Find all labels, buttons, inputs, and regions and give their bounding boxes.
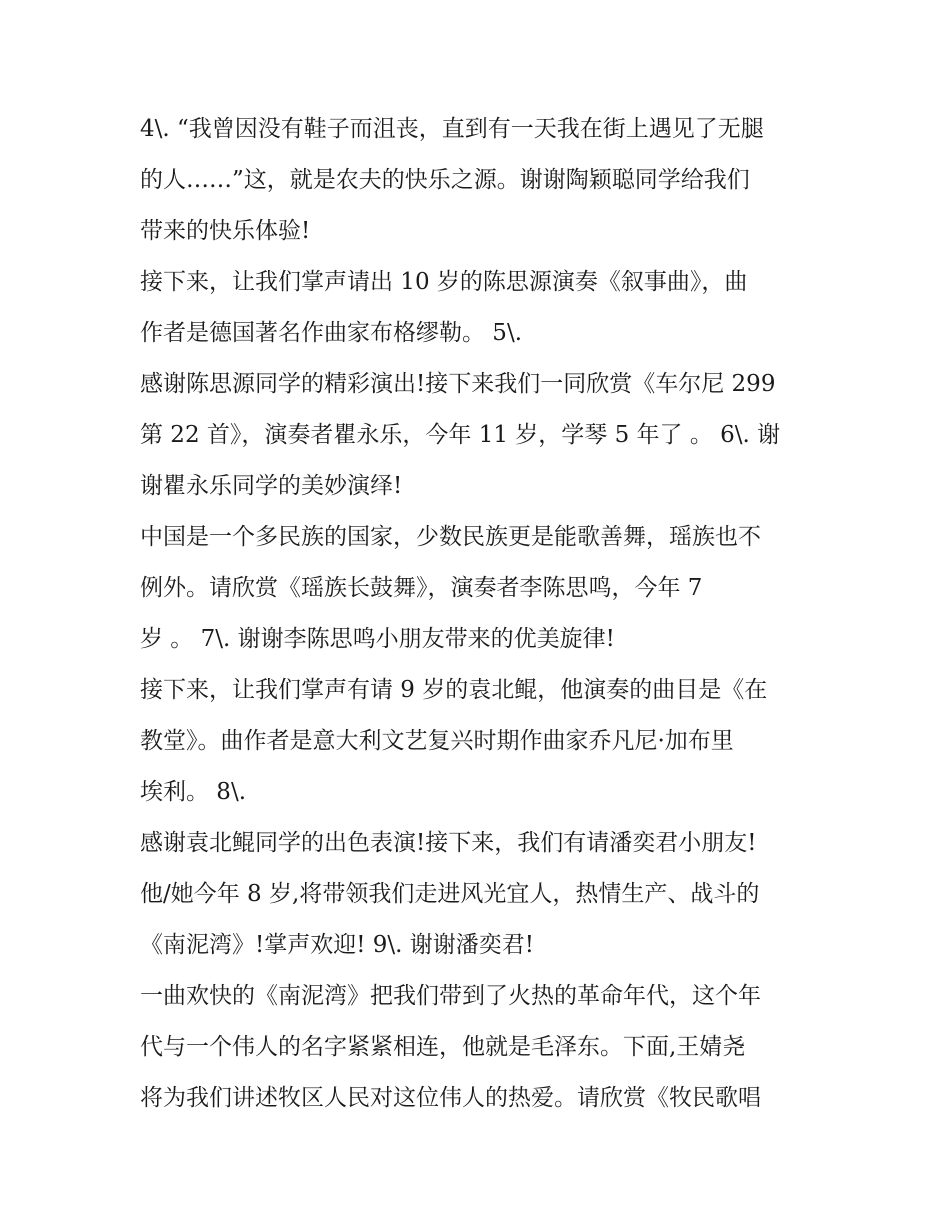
text-line: 带来的快乐体验!	[140, 218, 311, 244]
text-line: 《南泥湾》!掌声欢迎! 9\. 谢谢潘奕君!	[140, 932, 535, 958]
text-line: 代与一个伟人的名字紧紧相连，他就是毛泽东。下面,王婧尧	[140, 1034, 746, 1060]
text-line: 作者是德国著名作曲家布格缪勒。 5\.	[140, 320, 523, 346]
document-body	[140, 104, 820, 1124]
text-line: 第 22 首》，演奏者瞿永乐，今年 11 岁，学琴 5 年了 。 6\. 谢	[140, 422, 781, 448]
text-line: 感谢陈思源同学的精彩演出!接下来我们一同欣赏《车尔尼 299	[140, 371, 776, 397]
text-line: 的人……”这，就是农夫的快乐之源。谢谢陶颖聪同学给我们	[140, 167, 750, 193]
text-line: 接下来，让我们掌声请出 10 岁的陈思源演奏《叙事曲》，曲	[140, 269, 748, 295]
text-line: 4\. “我曾因没有鞋子而沮丧，直到有一天我在街上遇见了无腿	[140, 116, 764, 142]
text-line: 谢瞿永乐同学的美妙演绎!	[140, 473, 403, 499]
text-line: 感谢袁北鲲同学的出色表演!接下来，我们有请潘奕君小朋友!	[140, 830, 757, 856]
text-line: 教堂》。曲作者是意大利文艺复兴时期作曲家乔凡尼·加布里	[140, 728, 734, 754]
text-line: 将为我们讲述牧区人民对这位伟人的热爱。请欣赏《牧民歌唱	[140, 1085, 761, 1111]
text-line: 埃利。 8\.	[140, 779, 247, 805]
text-line: 他/她今年 8 岁,将带领我们走进风光宜人，热情生产、战斗的	[140, 881, 760, 907]
text-line: 中国是一个多民族的国家，少数民族更是能歌善舞，瑶族也不	[140, 524, 761, 550]
text-line: 岁 。 7\. 谢谢李陈思鸣小朋友带来的优美旋律!	[140, 626, 615, 652]
text-line: 接下来，让我们掌声有请 9 岁的袁北鲲，他演奏的曲目是《在	[140, 677, 768, 703]
text-line: 一曲欢快的《南泥湾》把我们带到了火热的革命年代，这个年	[140, 983, 761, 1009]
text-line: 例外。请欣赏《瑶族长鼓舞》，演奏者李陈思鸣，今年 7	[140, 575, 703, 601]
